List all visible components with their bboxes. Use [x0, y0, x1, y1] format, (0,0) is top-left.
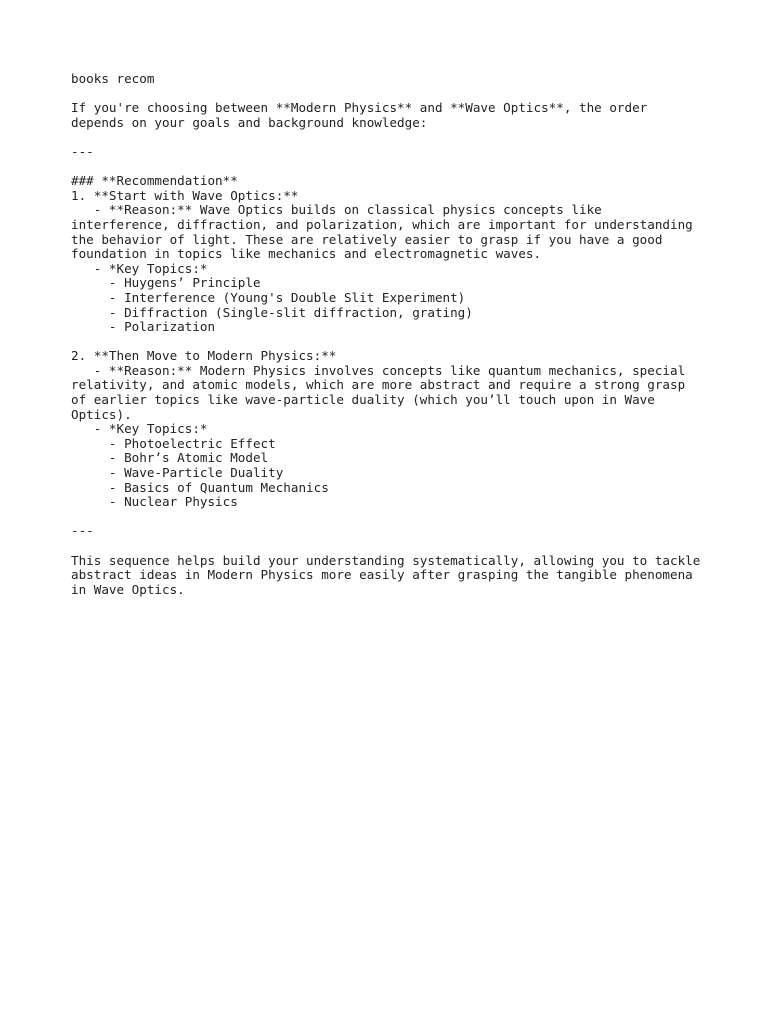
conclusion-line: in Wave Optics.	[71, 581, 185, 597]
key-topic-item: - Polarization	[71, 319, 216, 335]
key-topic-item: - Interference (Young's Double Slit Experiment)	[71, 289, 466, 305]
reason-line: - **Reason:** Modern Physics involves concepts like quantum mechanics, special	[71, 362, 686, 378]
key-topic-item: - Nuclear Physics	[71, 494, 238, 510]
blank-line	[71, 87, 711, 102]
reason-line: the behavior of light. These are relatively easier to grasp if you have a good	[71, 231, 663, 247]
reason-line: foundation in topics like mechanics and electromagnetic waves.	[71, 246, 542, 262]
conclusion-line: abstract ideas in Modern Physics more easily after grasping the tangible phenomena	[71, 567, 693, 583]
reason-line: - **Reason:** Wave Optics builds on classical physics concepts like	[71, 202, 602, 218]
blank-line	[71, 510, 711, 525]
reason-line: relativity, and atomic models, which are more abstract and require a strong grasp	[71, 377, 686, 393]
intro-line: If you're choosing between **Modern Physics** and **Wave Optics**, the order	[71, 100, 648, 116]
key-topic-item: - Wave-Particle Duality	[71, 465, 284, 481]
reason-line: Optics).	[71, 406, 132, 422]
blank-line	[71, 160, 711, 175]
document-title: books recom	[71, 71, 155, 86]
key-topics-label: - *Key Topics:*	[71, 421, 208, 437]
key-topic-item: - Bohr’s Atomic Model	[71, 450, 269, 466]
key-topic-item: - Huygens’ Principle	[71, 275, 261, 291]
reason-line: of earlier topics like wave-particle duality (which you’ll touch upon in Wave	[71, 392, 655, 408]
reason-line: interference, diffraction, and polarization, which are important for understanding	[71, 216, 693, 232]
intro-line: depends on your goals and background knowledge:	[71, 114, 428, 130]
separator-line: ---	[71, 143, 94, 159]
list-item-heading: 1. **Start with Wave Optics:**	[71, 187, 299, 203]
blank-line	[71, 130, 711, 145]
blank-line	[71, 539, 711, 554]
key-topic-item: - Diffraction (Single-slit diffraction, grating)	[71, 304, 473, 320]
key-topic-item: - Photoelectric Effect	[71, 435, 276, 451]
blank-line	[71, 335, 711, 350]
key-topic-item: - Basics of Quantum Mechanics	[71, 479, 329, 495]
conclusion-line: This sequence helps build your understanding systematically, allowing you to tackle	[71, 552, 701, 568]
key-topics-label: - *Key Topics:*	[71, 260, 208, 276]
section-heading: ### **Recommendation**	[71, 173, 238, 189]
list-item-heading: 2. **Then Move to Modern Physics:**	[71, 348, 337, 364]
separator-line: ---	[71, 523, 94, 539]
document-body	[71, 72, 711, 597]
